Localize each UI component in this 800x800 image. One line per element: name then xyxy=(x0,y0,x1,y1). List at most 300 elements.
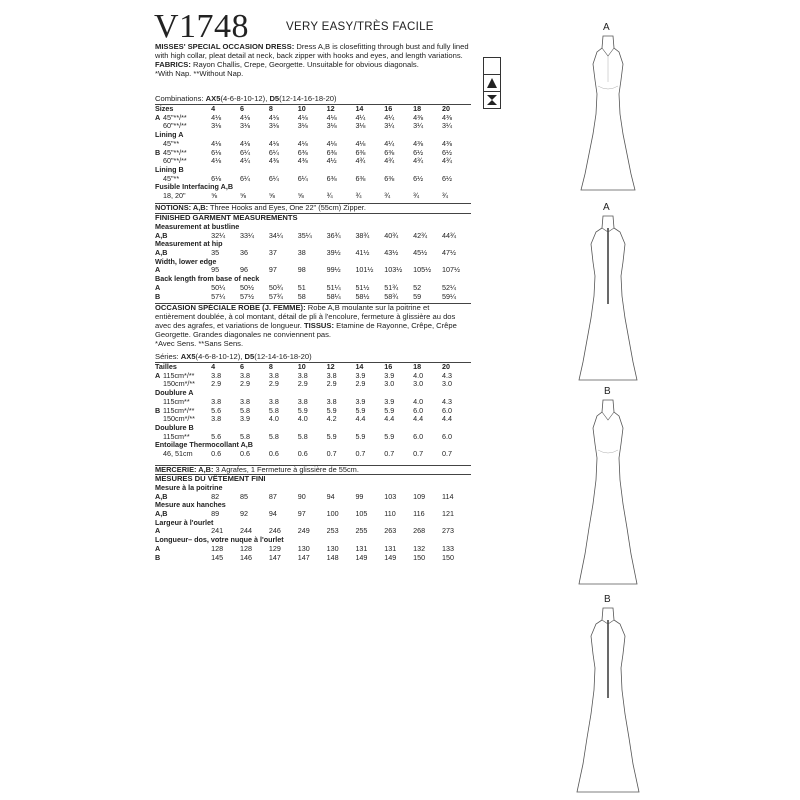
value-cell: 33¼ xyxy=(240,230,254,240)
value-cell: 2.9 xyxy=(268,379,279,389)
value-cell: 130 xyxy=(326,543,339,553)
value-cell: 57¼ xyxy=(211,291,226,301)
value-cell: 58½ xyxy=(355,291,370,301)
width-label: 115cm*/** xyxy=(163,405,195,415)
row-heading: Width, lower edge xyxy=(155,256,217,266)
table-row xyxy=(155,415,471,424)
value-cell: 3.8 xyxy=(211,414,222,424)
value-cell: 0.7 xyxy=(355,449,366,459)
value-cell: 6⅜ xyxy=(384,173,395,183)
fabric-icons xyxy=(483,57,501,109)
size-header-cell: 8 xyxy=(268,362,273,371)
value-cell: 2.9 xyxy=(211,379,222,389)
value-cell: 128 xyxy=(240,543,252,553)
value-cell: 128 xyxy=(211,543,224,553)
value-cell: 35¼ xyxy=(297,230,312,240)
value-cell: 6⅛ xyxy=(211,147,222,157)
width-label: 150cm*/** xyxy=(163,414,195,424)
value-cell: 38 xyxy=(297,248,306,258)
value-cell: 4¾ xyxy=(384,156,395,166)
difficulty-label: VERY EASY/TRÈS FACILE xyxy=(286,21,434,33)
value-cell: 253 xyxy=(326,526,339,536)
value-cell: 146 xyxy=(240,552,252,562)
sizes-label: Tailles xyxy=(155,362,177,371)
view-letter: A xyxy=(155,112,161,122)
value-cell: 99 xyxy=(355,491,364,501)
row-heading: Back length from base of neck xyxy=(155,274,260,284)
value-cell: ⅝ xyxy=(268,191,275,201)
row-heading: Doublure A xyxy=(155,388,194,398)
size-header-cell: 10 xyxy=(297,362,306,371)
row-heading: Doublure B xyxy=(155,422,194,432)
table-row xyxy=(155,389,471,398)
value-cell: 4¾ xyxy=(413,156,424,166)
value-cell: 2.9 xyxy=(297,379,308,389)
sizes-label: Sizes xyxy=(155,104,174,113)
value-cell: ⅝ xyxy=(240,191,246,201)
value-cell: 4⅛ xyxy=(240,138,250,148)
table-row xyxy=(155,275,471,284)
size-header-cell: 12 xyxy=(326,362,335,371)
row-label: A xyxy=(155,265,161,275)
value-cell: 131 xyxy=(355,543,368,553)
value-cell: 130 xyxy=(297,543,310,553)
width-label: 115cm*/** xyxy=(163,370,195,380)
value-cell: 4.2 xyxy=(326,414,337,424)
value-cell: 3⅛ xyxy=(240,121,250,131)
value-cell: 6½ xyxy=(442,147,453,157)
value-cell: 4⅜ xyxy=(442,112,453,122)
value-cell: 87 xyxy=(268,491,277,501)
value-cell: 6⅜ xyxy=(355,147,366,157)
table-row xyxy=(155,554,471,563)
value-cell: 4.4 xyxy=(413,414,424,424)
value-cell: 149 xyxy=(384,552,397,562)
value-cell: 0.6 xyxy=(211,449,222,459)
value-cell: 2.9 xyxy=(326,379,337,389)
row-heading: Mesure à la poitrine xyxy=(155,482,223,492)
value-cell: 241 xyxy=(211,526,224,536)
view-letter: A xyxy=(603,22,610,33)
value-cell: 0.7 xyxy=(413,449,424,459)
value-cell: 4⅛ xyxy=(297,138,308,148)
value-cell: 4.4 xyxy=(384,414,395,424)
value-cell: 3.8 xyxy=(297,396,308,406)
value-cell: 99½ xyxy=(326,265,341,275)
en-notions: NOTIONS: A,B: Three Hooks and Eyes, One 22" (55cm) Zipper. xyxy=(155,203,471,213)
row-label: A,B xyxy=(155,491,168,501)
value-cell: 38¾ xyxy=(355,230,370,240)
sizes-header-row xyxy=(155,363,471,372)
width-label: 115cm** xyxy=(163,396,190,406)
value-cell: 0.7 xyxy=(326,449,337,459)
size-header-cell: 18 xyxy=(413,104,422,113)
value-cell: 101½ xyxy=(355,265,374,275)
value-cell: 50½ xyxy=(240,282,254,292)
fabrics-label: FABRICS: xyxy=(155,59,191,69)
size-header-cell: 20 xyxy=(442,104,451,113)
value-cell: 150 xyxy=(442,552,455,562)
value-cell: 6⅛ xyxy=(211,173,222,183)
table-row xyxy=(155,183,471,192)
value-cell: 5.9 xyxy=(384,431,395,441)
value-cell: 107½ xyxy=(442,265,461,275)
dress-b-front-illustration xyxy=(565,398,651,588)
value-cell: 5.8 xyxy=(268,405,279,415)
value-cell: 36¾ xyxy=(326,230,341,240)
table-row xyxy=(155,398,471,407)
table-row xyxy=(155,157,471,166)
row-label: B xyxy=(155,291,161,301)
value-cell: 4⅜ xyxy=(297,156,308,166)
value-cell: 132 xyxy=(413,543,426,553)
value-cell: 51¼ xyxy=(326,282,341,292)
value-cell: 103 xyxy=(384,491,397,501)
row-label: A xyxy=(155,282,161,292)
value-cell: ¾ xyxy=(413,191,420,201)
dress-b-back-illustration xyxy=(565,606,651,796)
fabric-grain-icon xyxy=(483,57,501,75)
value-cell: 6⅜ xyxy=(326,173,337,183)
value-cell: 5.8 xyxy=(240,431,250,441)
value-cell: 37 xyxy=(268,248,277,258)
row-heading: Measurement at bustline xyxy=(155,221,240,231)
value-cell: 51½ xyxy=(355,282,370,292)
value-cell: 5.9 xyxy=(326,405,337,415)
row-heading: Lining A xyxy=(155,130,184,140)
value-cell: 82 xyxy=(211,491,220,501)
value-cell: 4.3 xyxy=(442,370,453,380)
row-label: A,B xyxy=(155,248,168,258)
value-cell: 3.9 xyxy=(384,370,395,380)
value-cell: 3⅛ xyxy=(297,121,308,131)
view-letter: A xyxy=(155,370,161,380)
value-cell: 149 xyxy=(355,552,368,562)
value-cell: 6.0 xyxy=(442,405,453,415)
value-cell: 34¼ xyxy=(268,230,283,240)
value-cell: 4⅛ xyxy=(297,112,308,122)
row-heading: Fusible Interfacing A,B xyxy=(155,182,234,192)
value-cell: 45½ xyxy=(413,248,428,258)
value-cell: 3.9 xyxy=(355,396,366,406)
size-header-cell: 14 xyxy=(355,362,364,371)
value-cell: 5.6 xyxy=(211,431,222,441)
size-header-cell: 4 xyxy=(211,104,216,113)
size-header-cell: 4 xyxy=(211,362,216,371)
value-cell: 2.9 xyxy=(240,379,250,389)
width-label: 60"**/** xyxy=(163,156,187,166)
value-cell: 103½ xyxy=(384,265,403,275)
value-cell: 150 xyxy=(413,552,426,562)
value-cell: 4⅛ xyxy=(326,112,337,122)
nap-up-icon xyxy=(483,75,501,92)
row-label: A xyxy=(155,526,161,536)
value-cell: 3.8 xyxy=(211,396,222,406)
value-cell: 3¼ xyxy=(413,121,424,131)
value-cell: 4¼ xyxy=(384,138,395,148)
value-cell: 0.6 xyxy=(297,449,308,459)
size-header-cell: 8 xyxy=(268,104,273,113)
value-cell: 59¼ xyxy=(442,291,457,301)
en-yardage-table xyxy=(155,104,471,201)
value-cell: 5.6 xyxy=(211,405,222,415)
sizes-header-row xyxy=(155,105,471,114)
value-cell: 85 xyxy=(240,491,248,501)
combinations-line: Combinations: AX5(4-6-8-10-12), D5(12-14-16-18-20) xyxy=(155,94,337,103)
value-cell: ¾ xyxy=(326,191,333,201)
value-cell: 58¼ xyxy=(326,291,341,301)
value-cell: 36 xyxy=(240,248,248,258)
value-cell: 6¼ xyxy=(240,147,250,157)
value-cell: 4⅛ xyxy=(211,112,222,122)
value-cell: 6⅜ xyxy=(297,147,308,157)
size-header-cell: 6 xyxy=(240,104,244,113)
value-cell: 148 xyxy=(326,552,339,562)
size-header-cell: 20 xyxy=(442,362,451,371)
value-cell: 57½ xyxy=(240,291,254,301)
width-label: 18, 20" xyxy=(163,191,186,201)
width-label: 45"**/** xyxy=(163,112,187,122)
nap-note: *With Nap. **Without Nap. xyxy=(155,68,244,78)
value-cell: 5.9 xyxy=(297,405,308,415)
value-cell: 4.0 xyxy=(413,370,424,380)
row-label: A,B xyxy=(155,509,168,519)
table-row xyxy=(155,424,471,433)
value-cell: 3.0 xyxy=(442,379,453,389)
french-description: OCCASION SPÉCIALE ROBE (J. FEMME): Robe A,B moulante sur la poitrine et entièrement doublée, à col montant, détail de pli à l'encolure, fermeture à glissière au dos avec des agrafes, et variations de longueur. TISSUS: Etamine de Rayonne, Crêpe, Crêpe Georgette. Grandes diagonales ne conviennent pas. *Avec Sens. **Sans Sens. xyxy=(155,303,471,349)
value-cell: ¾ xyxy=(384,191,391,201)
value-cell: 95 xyxy=(211,265,220,275)
nap-both-icon xyxy=(483,92,501,109)
value-cell: 4⅜ xyxy=(442,138,453,148)
value-cell: 263 xyxy=(384,526,397,536)
value-cell: 4.0 xyxy=(297,414,308,424)
value-cell: 0.6 xyxy=(268,449,279,459)
size-header-cell: 16 xyxy=(384,362,393,371)
width-label: 60"**/** xyxy=(163,121,187,131)
value-cell: 4¾ xyxy=(355,156,366,166)
desc-body: Dress A,B is closefitting through bust and fully lined with high collar, pleat detail at neck, back zipper with hooks and eyes, and length variations. xyxy=(155,42,469,60)
size-header-cell: 18 xyxy=(413,362,422,371)
value-cell: 40¾ xyxy=(384,230,399,240)
value-cell: 4⅛ xyxy=(355,138,366,148)
value-cell: 4⅛ xyxy=(268,112,279,122)
value-cell: 0.7 xyxy=(384,449,395,459)
row-heading: Mesure aux hanches xyxy=(155,500,226,510)
value-cell: 147 xyxy=(297,552,310,562)
value-cell: 255 xyxy=(355,526,368,536)
table-row xyxy=(155,166,471,175)
table-row xyxy=(155,192,471,201)
value-cell: 100 xyxy=(326,509,339,519)
value-cell: 4.4 xyxy=(355,414,366,424)
dress-a-back-illustration xyxy=(565,214,651,384)
width-label: 45"**/** xyxy=(163,147,187,157)
value-cell: 145 xyxy=(211,552,224,562)
value-cell: 96 xyxy=(240,265,248,275)
value-cell: 121 xyxy=(442,509,455,519)
value-cell: 244 xyxy=(240,526,252,536)
value-cell: 4⅛ xyxy=(240,112,250,122)
row-heading: Measurement at hip xyxy=(155,239,223,249)
en-finished-measurements xyxy=(155,213,471,301)
value-cell: 6⅜ xyxy=(326,147,337,157)
table-row xyxy=(155,140,471,149)
value-cell: 273 xyxy=(442,526,455,536)
value-cell: 2.9 xyxy=(355,379,366,389)
value-cell: 97 xyxy=(268,265,277,275)
value-cell: 4⅛ xyxy=(211,138,222,148)
value-cell: 3¼ xyxy=(442,121,453,131)
value-cell: 5.8 xyxy=(297,431,308,441)
value-cell: 3.8 xyxy=(211,370,222,380)
english-description xyxy=(155,43,471,79)
table-row xyxy=(155,131,471,140)
value-cell: 92 xyxy=(240,509,248,519)
value-cell: 4.0 xyxy=(413,396,424,406)
value-cell: 268 xyxy=(413,526,426,536)
value-cell: 6.0 xyxy=(413,405,424,415)
value-cell: 4⅜ xyxy=(413,112,424,122)
value-cell: 3.9 xyxy=(240,414,250,424)
value-cell: 6.0 xyxy=(442,431,453,441)
size-header-cell: 14 xyxy=(355,104,364,113)
table-row xyxy=(155,450,471,459)
width-label: 45"** xyxy=(163,173,180,183)
value-cell: 51¾ xyxy=(384,282,399,292)
value-cell: 4.4 xyxy=(442,414,453,424)
width-label: 46, 51cm xyxy=(163,449,193,459)
value-cell: 6.0 xyxy=(413,431,424,441)
view-letter: B xyxy=(155,405,161,415)
value-cell: 50¾ xyxy=(268,282,283,292)
value-cell: 6¼ xyxy=(268,173,279,183)
value-cell: 42¾ xyxy=(413,230,428,240)
width-label: 115cm** xyxy=(163,431,190,441)
value-cell: ¾ xyxy=(355,191,362,201)
fabrics-body: Rayon Challis, Crepe, Georgette. Unsuitable for obvious diagonals. xyxy=(192,59,419,69)
value-cell: 4¼ xyxy=(355,112,366,122)
value-cell: 129 xyxy=(268,543,281,553)
value-cell: 5.9 xyxy=(384,405,395,415)
value-cell: 6⅜ xyxy=(384,147,395,157)
value-cell: 58¾ xyxy=(384,291,399,301)
value-cell: 6¼ xyxy=(297,173,308,183)
value-cell: 5.9 xyxy=(326,431,337,441)
value-cell: 0.6 xyxy=(240,449,250,459)
value-cell: 3.0 xyxy=(413,379,424,389)
value-cell: 3.8 xyxy=(326,370,337,380)
desc-title: MISSES' SPECIAL OCCASION DRESS: xyxy=(155,42,295,51)
value-cell: 90 xyxy=(297,491,306,501)
value-cell: 5.8 xyxy=(268,431,279,441)
value-cell: 4¼ xyxy=(240,156,250,166)
table-row xyxy=(155,380,471,389)
value-cell: ⅝ xyxy=(211,191,218,201)
table-row xyxy=(155,293,471,302)
pattern-code: V1748 xyxy=(154,8,250,45)
table-row xyxy=(155,284,471,293)
value-cell: 89 xyxy=(211,509,220,519)
value-cell: 4.3 xyxy=(442,396,453,406)
size-header-cell: 12 xyxy=(326,104,335,113)
size-header-cell: 6 xyxy=(240,362,244,371)
value-cell: 4¼ xyxy=(384,112,395,122)
fr-notions: MERCERIE: A,B: 3 Agrafes, 1 Fermeture à glissière de 55cm. xyxy=(155,465,471,475)
width-label: 45"** xyxy=(163,138,180,148)
row-label xyxy=(155,192,211,201)
value-cell: 133 xyxy=(442,543,455,553)
value-cell: 4⅜ xyxy=(413,138,424,148)
value-cell: 6½ xyxy=(413,147,424,157)
table-row xyxy=(155,407,471,416)
size-header-cell: 16 xyxy=(384,104,393,113)
dress-a-front-illustration xyxy=(565,34,651,194)
value-cell: 105 xyxy=(355,509,368,519)
row-heading: Largeur à l'ourlet xyxy=(155,517,214,527)
table-row xyxy=(155,149,471,158)
value-cell: 32¼ xyxy=(211,230,226,240)
value-cell: 3¼ xyxy=(384,121,395,131)
value-cell: 97 xyxy=(297,509,306,519)
value-cell: 3.9 xyxy=(355,370,366,380)
value-cell: 4½ xyxy=(326,156,337,166)
value-cell: 3.8 xyxy=(268,396,279,406)
value-cell: 39½ xyxy=(326,248,341,258)
table-row xyxy=(155,441,471,450)
row-label: B xyxy=(155,552,161,562)
value-cell: 4⅛ xyxy=(211,156,222,166)
value-cell: 43½ xyxy=(384,248,399,258)
value-cell: 249 xyxy=(297,526,310,536)
value-cell: 116 xyxy=(413,509,425,519)
row-heading: Entoilage Thermocollant A,B xyxy=(155,440,253,450)
value-cell: 3.9 xyxy=(384,396,395,406)
value-cell: 6¼ xyxy=(268,147,279,157)
value-cell: 50¼ xyxy=(211,282,226,292)
row-label: A xyxy=(155,543,161,553)
table-row xyxy=(155,122,471,131)
value-cell: 3⅛ xyxy=(355,121,366,131)
value-cell: 110 xyxy=(384,509,396,519)
row-heading: Longueur– dos, votre nuque à l'ourlet xyxy=(155,535,284,545)
value-cell: 51 xyxy=(297,282,306,292)
value-cell: 57¾ xyxy=(268,291,283,301)
value-cell: 47½ xyxy=(442,248,457,258)
value-cell: 246 xyxy=(268,526,281,536)
value-cell: 109 xyxy=(413,491,426,501)
value-cell: 0.7 xyxy=(442,449,453,459)
value-cell: 94 xyxy=(326,491,335,501)
value-cell: 3.8 xyxy=(297,370,308,380)
value-cell: 4⅜ xyxy=(268,156,279,166)
value-cell: 147 xyxy=(268,552,281,562)
value-cell: 52 xyxy=(413,282,422,292)
value-cell: 3⅛ xyxy=(268,121,279,131)
fr-yardage-table xyxy=(155,362,471,459)
value-cell: 98 xyxy=(297,265,306,275)
value-cell: 4.0 xyxy=(268,414,279,424)
value-cell: 58 xyxy=(297,291,306,301)
width-label: 150cm*/** xyxy=(163,379,195,389)
row-label xyxy=(155,450,211,459)
value-cell: 3⅛ xyxy=(211,121,222,131)
series-line: Séries: AX5(4-6-8-10-12), D5(12-14-16-18-20) xyxy=(155,352,312,361)
value-cell: 3.8 xyxy=(240,370,250,380)
value-cell: 4¾ xyxy=(442,156,453,166)
value-cell: 105½ xyxy=(413,265,432,275)
value-cell: 41½ xyxy=(355,248,370,258)
